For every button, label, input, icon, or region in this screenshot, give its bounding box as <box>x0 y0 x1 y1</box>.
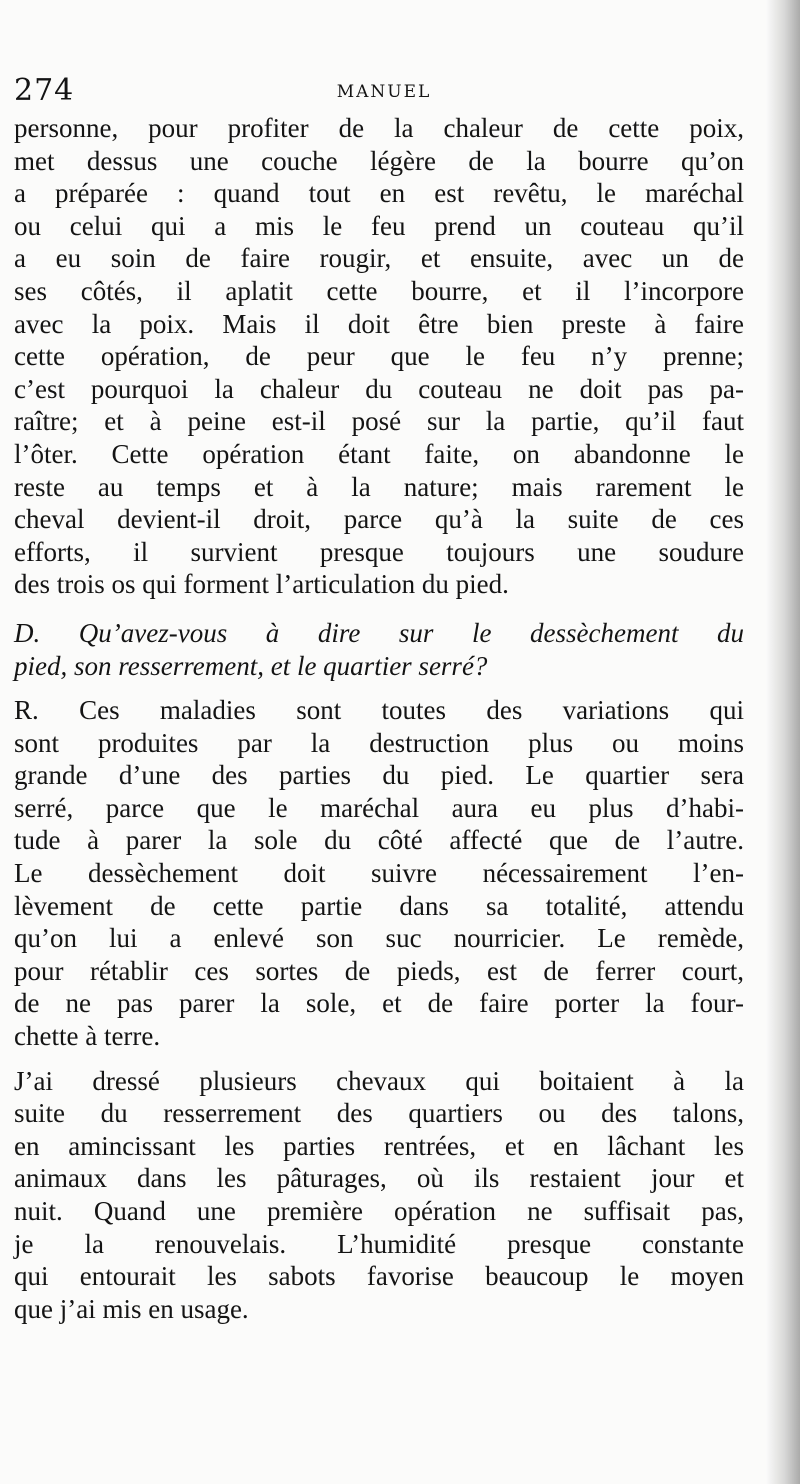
text-line: personne, pour profiter de la chaleur de cette poix, <box>14 113 744 143</box>
answer-paragraph <box>14 694 744 1053</box>
question-line: pied, son resserrement, et le quartier serré? <box>14 650 488 681</box>
paragraph-1 <box>14 112 744 601</box>
text-line: ou celui qui a mis le feu prend un couteau qu’il <box>14 210 744 241</box>
question-paragraph <box>14 617 744 682</box>
body-text <box>14 112 744 1325</box>
text-line: de ne pas parer la sole, et de faire porter la four- <box>14 988 744 1019</box>
text-line: suite du resserrement des quartiers ou des talons, <box>14 1098 744 1129</box>
text-line: met dessus une couche légère de la bourre qu’on <box>14 145 744 176</box>
page-gutter-shadow <box>766 0 800 1484</box>
paragraph-spacer <box>14 1053 744 1065</box>
text-line: sont produites par la destruction plus ou moins <box>14 727 744 758</box>
text-line: a préparée : quand tout en est revêtu, le maréchal <box>14 178 744 209</box>
text-line: ses côtés, il aplatit cette bourre, et il l’incorpore <box>14 275 744 306</box>
text-line: a eu soin de faire rougir, et ensuite, avec un de <box>14 243 744 274</box>
text-line: lèvement de cette partie dans sa totalité, attendu <box>14 890 744 921</box>
text-line: Le dessèchement doit suivre nécessairement l’en- <box>14 858 744 889</box>
text-line: tude à parer la sole du côté affecté que de l’autre. <box>14 825 744 856</box>
paragraph-4 <box>14 1065 744 1326</box>
text-line: je la renouvelais. L’humidité presque constante <box>14 1228 744 1259</box>
running-head: MANUEL <box>336 82 432 102</box>
text-line: l’ôter. Cette opération étant faite, on abandonne le <box>14 438 744 469</box>
text-line: R. Ces maladies sont toutes des variations qui <box>14 695 744 726</box>
text-line: J’ai dressé plusieurs chevaux qui boitaient à la <box>14 1065 744 1096</box>
text-line: qui entourait les sabots favorise beaucoup le moyen <box>14 1261 744 1292</box>
question-line: D. Qu’avez-vous à dire sur le dessèchement du <box>14 617 744 648</box>
text-line: reste au temps et à la nature; mais rarement le <box>14 471 744 502</box>
text-line: grande d’une des parties du pied. Le quartier sera <box>14 760 744 791</box>
text-line: cette opération, de peur que le feu n’y prenne; <box>14 341 744 372</box>
text-line: efforts, il survient presque toujours une soudure <box>14 536 744 567</box>
text-line: cheval devient-il droit, parce qu’à la suite de ces <box>14 504 744 535</box>
text-line: que j’ai mis en usage. <box>14 1293 249 1324</box>
paragraph-spacer <box>14 682 744 694</box>
text-line: animaux dans les pâturages, où ils restaient jour et <box>14 1163 744 1194</box>
page-header <box>14 74 754 114</box>
text-line: des trois os qui forment l’articulation du pied. <box>14 569 509 600</box>
text-line: chette à terre. <box>14 1021 161 1052</box>
paragraph-spacer <box>14 601 744 617</box>
text-line: pour rétablir ces sortes de pieds, est de ferrer court, <box>14 955 744 986</box>
text-line: raître; et à peine est-il posé sur la partie, qu’il faut <box>14 406 744 437</box>
text-line: en amincissant les parties rentrées, et en lâchant les <box>14 1130 744 1161</box>
text-line: c’est pourquoi la chaleur du couteau ne doit pas pa- <box>14 373 744 404</box>
text-line: qu’on lui a enlevé son suc nourricier. Le remède, <box>14 923 744 954</box>
text-line: serré, parce que le maréchal aura eu plus d’habi- <box>14 792 744 823</box>
page-number: 274 <box>14 73 75 108</box>
text-line: nuit. Quand une première opération ne suffisait pas, <box>14 1196 744 1226</box>
text-line: avec la poix. Mais il doit être bien preste à faire <box>14 308 744 339</box>
